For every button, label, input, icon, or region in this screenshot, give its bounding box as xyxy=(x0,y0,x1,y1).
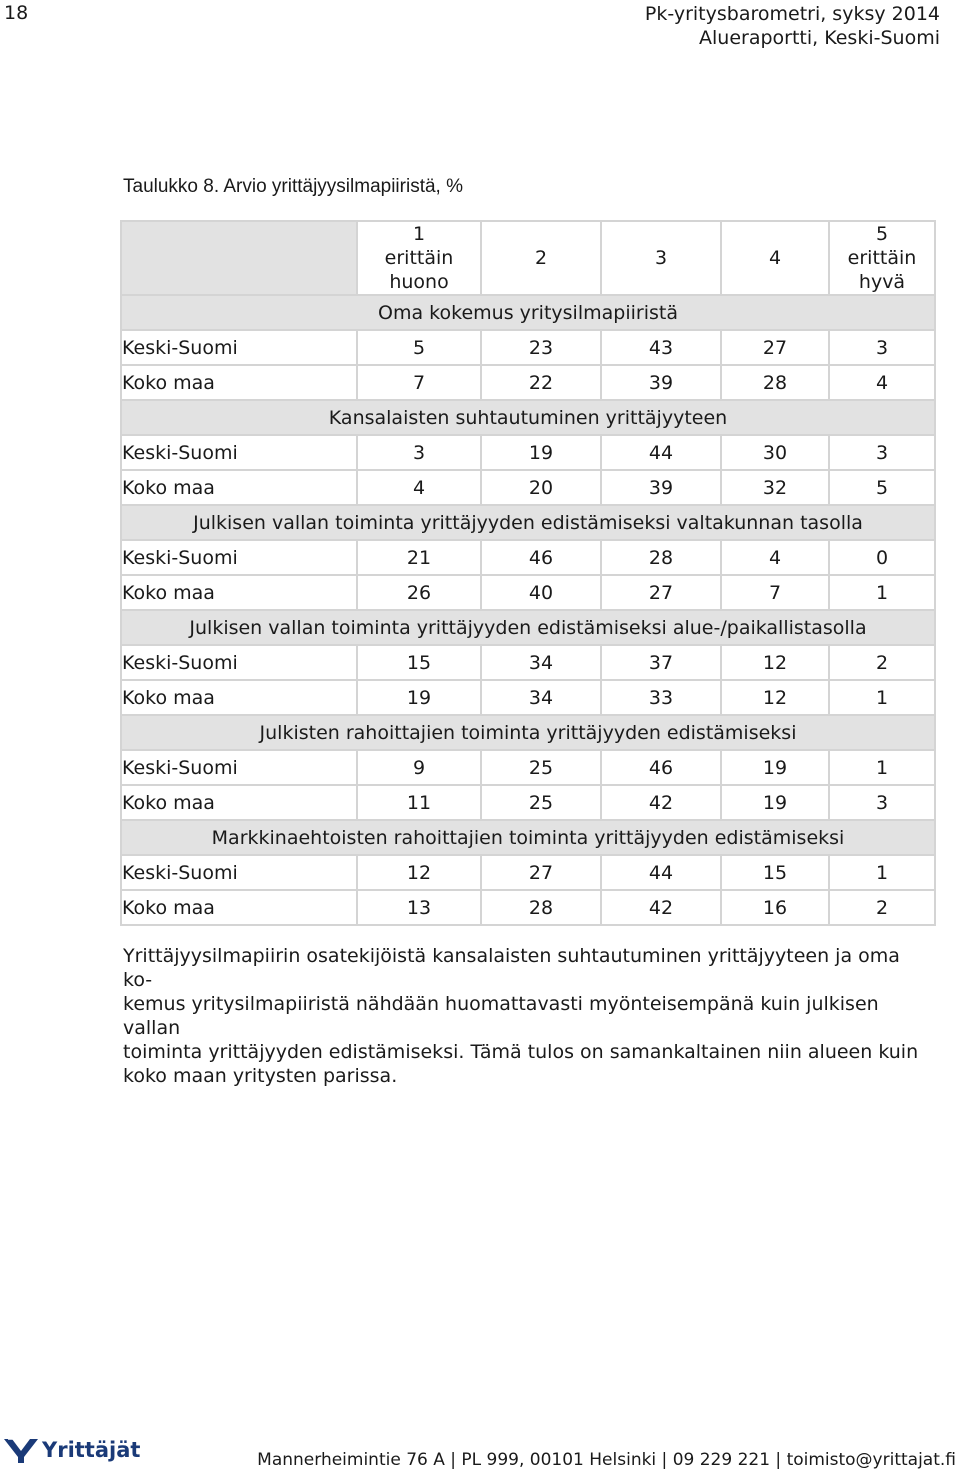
value-cell: 22 xyxy=(481,365,601,400)
table-row xyxy=(121,540,935,575)
value-cell: 19 xyxy=(357,680,481,715)
column-header-line: erittäin xyxy=(847,247,917,269)
row-label: Koko maa xyxy=(121,575,357,610)
value-cell: 19 xyxy=(481,435,601,470)
section-title: Markkinaehtoisten rahoittajien toiminta yrittäjyyden edistämiseksi xyxy=(121,820,935,855)
value-cell: 19 xyxy=(721,750,829,785)
value-cell: 4 xyxy=(829,365,935,400)
table-row xyxy=(121,855,935,890)
value-cell: 15 xyxy=(721,855,829,890)
value-cell: 12 xyxy=(721,645,829,680)
column-header-line: 5 xyxy=(875,223,889,245)
row-label: Koko maa xyxy=(121,365,357,400)
value-cell: 44 xyxy=(601,435,721,470)
section-header-row xyxy=(121,820,935,855)
value-cell: 2 xyxy=(829,645,935,680)
value-cell: 1 xyxy=(829,855,935,890)
value-cell: 5 xyxy=(357,330,481,365)
table-row xyxy=(121,575,935,610)
value-cell: 13 xyxy=(357,890,481,925)
value-cell: 25 xyxy=(481,750,601,785)
column-header-line: 4 xyxy=(768,247,782,269)
value-cell: 1 xyxy=(829,680,935,715)
table-row xyxy=(121,645,935,680)
table-row xyxy=(121,365,935,400)
row-label: Koko maa xyxy=(121,890,357,925)
report-subtitle: Alueraportti, Keski-Suomi xyxy=(699,27,940,49)
column-header-3 xyxy=(601,221,721,295)
report-title: Pk-yritysbarometri, syksy 2014 xyxy=(644,3,940,25)
row-label: Keski-Suomi xyxy=(121,540,357,575)
table-row xyxy=(121,890,935,925)
footer-address: Mannerheimintie 76 A | PL 999, 00101 Helsinki | 09 229 221 | toimisto@yrittajat.fi xyxy=(257,1450,956,1470)
row-label: Keski-Suomi xyxy=(121,750,357,785)
value-cell: 43 xyxy=(601,330,721,365)
column-header-2 xyxy=(481,221,601,295)
value-cell: 28 xyxy=(481,890,601,925)
section-title: Julkisten rahoittajien toiminta yrittäjyyden edistämiseksi xyxy=(121,715,935,750)
value-cell: 3 xyxy=(829,785,935,820)
value-cell: 28 xyxy=(721,365,829,400)
section-header-row xyxy=(121,295,935,330)
value-cell: 16 xyxy=(721,890,829,925)
table-row xyxy=(121,785,935,820)
value-cell: 42 xyxy=(601,890,721,925)
column-header-1 xyxy=(357,221,481,295)
section-title: Julkisen vallan toiminta yrittäjyyden edistämiseksi valtakunnan tasolla xyxy=(121,505,935,540)
row-label: Keski-Suomi xyxy=(121,435,357,470)
value-cell: 34 xyxy=(481,645,601,680)
value-cell: 37 xyxy=(601,645,721,680)
value-cell: 7 xyxy=(721,575,829,610)
value-cell: 33 xyxy=(601,680,721,715)
table-caption: Taulukko 8. Arvio yrittäjyysilmapiiristä, % xyxy=(123,176,463,197)
value-cell: 3 xyxy=(829,330,935,365)
section-title: Kansalaisten suhtautuminen yrittäjyyteen xyxy=(121,400,935,435)
value-cell: 27 xyxy=(601,575,721,610)
value-cell: 46 xyxy=(601,750,721,785)
value-cell: 27 xyxy=(481,855,601,890)
page-number: 18 xyxy=(4,2,29,24)
column-header-line: 1 xyxy=(412,223,426,245)
value-cell: 12 xyxy=(357,855,481,890)
value-cell: 32 xyxy=(721,470,829,505)
table-row xyxy=(121,435,935,470)
column-header-4 xyxy=(721,221,829,295)
column-header-line: 2 xyxy=(534,247,548,269)
value-cell: 42 xyxy=(601,785,721,820)
value-cell: 46 xyxy=(481,540,601,575)
value-cell: 3 xyxy=(357,435,481,470)
summary-paragraph xyxy=(123,944,923,1088)
value-cell: 15 xyxy=(357,645,481,680)
value-cell: 23 xyxy=(481,330,601,365)
value-cell: 28 xyxy=(601,540,721,575)
yrittajat-logo xyxy=(2,1432,140,1468)
column-header-line: hyvä xyxy=(858,271,906,293)
section-header-row xyxy=(121,505,935,540)
column-header-line: huono xyxy=(389,271,449,293)
value-cell: 19 xyxy=(721,785,829,820)
value-cell: 4 xyxy=(721,540,829,575)
row-label: Koko maa xyxy=(121,680,357,715)
paragraph-line: koko maan yritysten parissa. xyxy=(123,1065,398,1087)
value-cell: 34 xyxy=(481,680,601,715)
value-cell: 12 xyxy=(721,680,829,715)
row-label: Keski-Suomi xyxy=(121,330,357,365)
value-cell: 5 xyxy=(829,470,935,505)
logo-mark-icon xyxy=(2,1435,40,1465)
value-cell: 25 xyxy=(481,785,601,820)
value-cell: 40 xyxy=(481,575,601,610)
paragraph-line: toiminta yrittäjyyden edistämiseksi. Tämä tulos on samankaltainen niin alueen kuin xyxy=(123,1041,919,1063)
section-header-row xyxy=(121,400,935,435)
column-header-5 xyxy=(829,221,935,295)
value-cell: 20 xyxy=(481,470,601,505)
value-cell: 44 xyxy=(601,855,721,890)
value-cell: 1 xyxy=(829,750,935,785)
value-cell: 2 xyxy=(829,890,935,925)
row-label: Keski-Suomi xyxy=(121,645,357,680)
table-row xyxy=(121,750,935,785)
section-title: Julkisen vallan toiminta yrittäjyyden edistämiseksi alue-/paikallistasolla xyxy=(121,610,935,645)
paragraph-line: Yrittäjyysilmapiirin osatekijöistä kansalaisten suhtautuminen yrittäjyyteen ja oma ko- xyxy=(123,945,900,991)
column-header-line: 3 xyxy=(654,247,668,269)
row-label: Keski-Suomi xyxy=(121,855,357,890)
section-header-row xyxy=(121,610,935,645)
table-row xyxy=(121,330,935,365)
section-header-row xyxy=(121,715,935,750)
value-cell: 11 xyxy=(357,785,481,820)
survey-table xyxy=(120,220,936,926)
value-cell: 39 xyxy=(601,470,721,505)
row-label: Koko maa xyxy=(121,785,357,820)
value-cell: 3 xyxy=(829,435,935,470)
paragraph-line: kemus yritysilmapiiristä nähdään huomattavasti myönteisempänä kuin julkisen vallan xyxy=(123,993,879,1039)
value-cell: 0 xyxy=(829,540,935,575)
header-corner-cell xyxy=(121,221,357,295)
value-cell: 39 xyxy=(601,365,721,400)
table-row xyxy=(121,470,935,505)
value-cell: 4 xyxy=(357,470,481,505)
value-cell: 1 xyxy=(829,575,935,610)
value-cell: 27 xyxy=(721,330,829,365)
report-header xyxy=(645,2,940,50)
value-cell: 26 xyxy=(357,575,481,610)
value-cell: 9 xyxy=(357,750,481,785)
row-label: Koko maa xyxy=(121,470,357,505)
value-cell: 21 xyxy=(357,540,481,575)
table-row xyxy=(121,680,935,715)
value-cell: 7 xyxy=(357,365,481,400)
value-cell: 30 xyxy=(721,435,829,470)
section-title: Oma kokemus yritysilmapiiristä xyxy=(121,295,935,330)
table-header-row xyxy=(121,221,935,295)
column-header-line: erittäin xyxy=(384,247,454,269)
logo-text: Yrittäjät xyxy=(42,1438,141,1462)
